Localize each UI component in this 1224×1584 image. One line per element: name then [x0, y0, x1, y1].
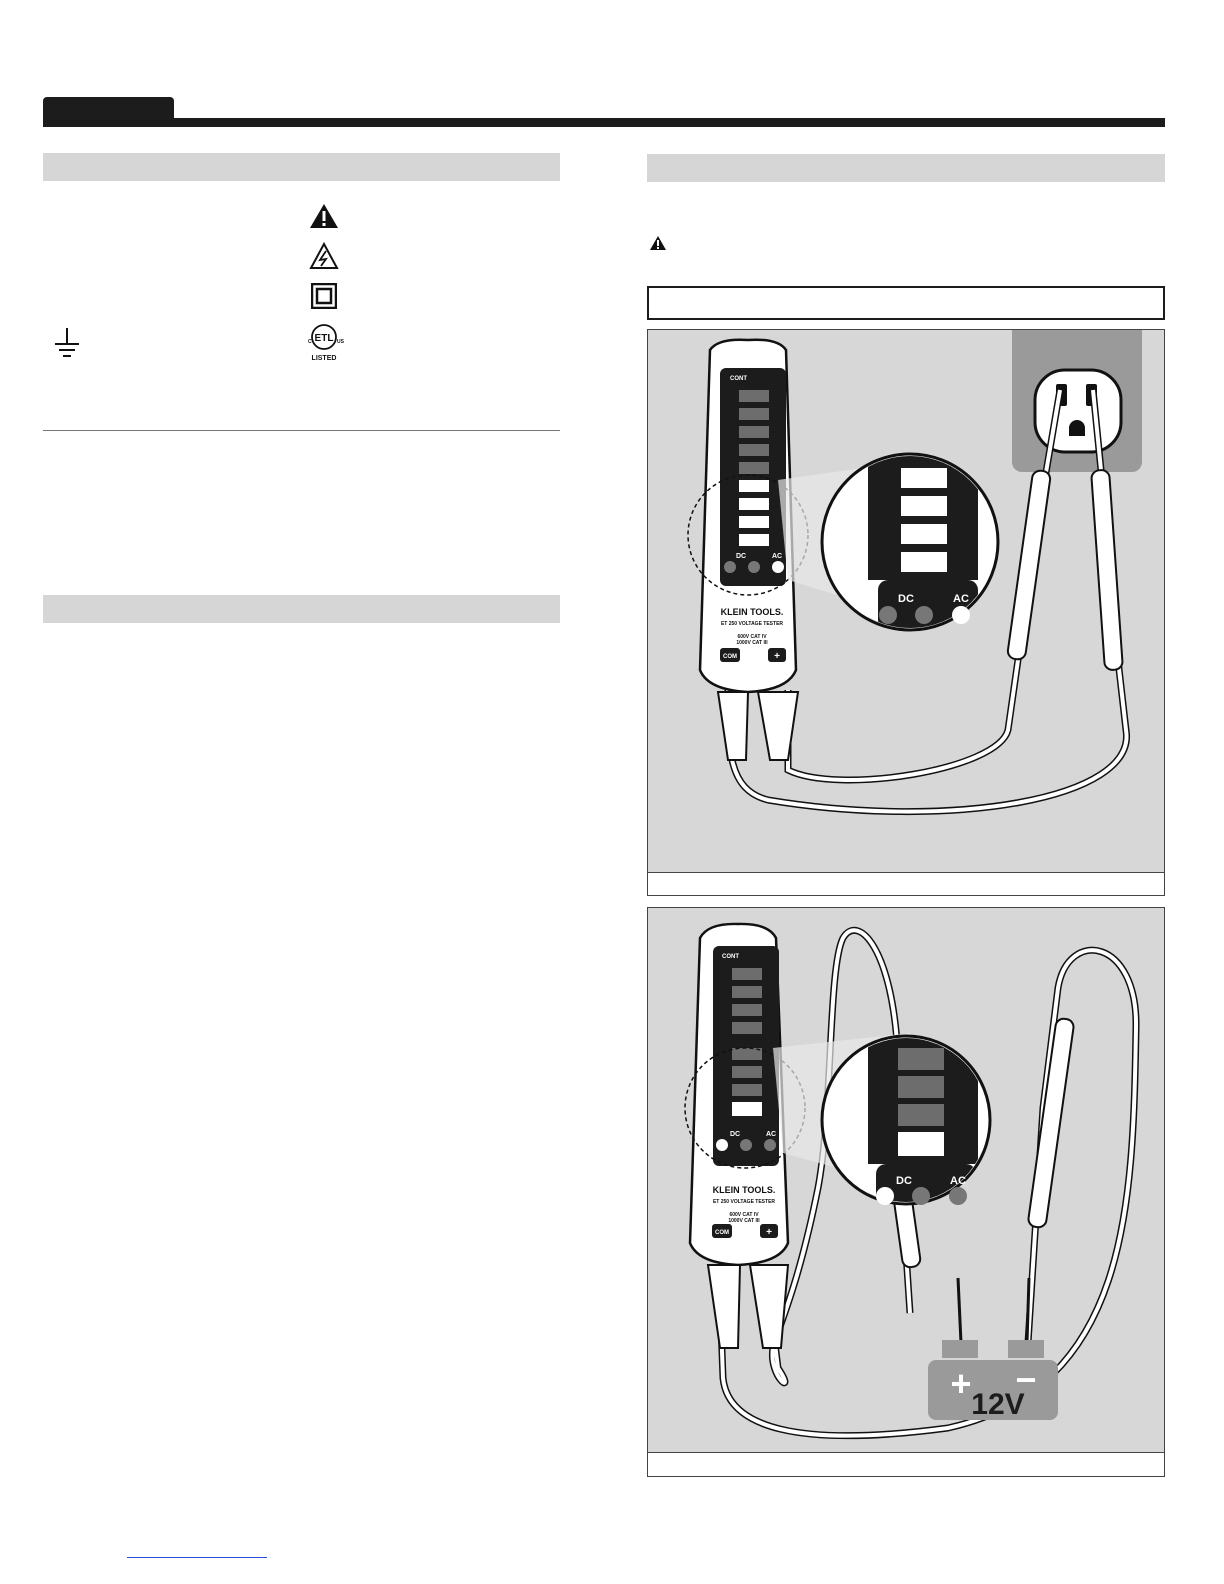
cont-label: CONT [722, 954, 739, 960]
brand-label: KLEIN TOOLS. [712, 1185, 776, 1195]
svg-text:C: C [308, 339, 312, 345]
figure-caption-strip [648, 872, 1164, 895]
plus-label: + [774, 651, 780, 662]
zoom-dc-label: DC [898, 593, 914, 605]
model-label: ET 250 VOLTAGE TESTER [712, 1199, 776, 1205]
svg-text:US: US [337, 339, 344, 345]
warning-triangle-icon [649, 235, 667, 251]
cont-label: CONT [730, 376, 747, 382]
header-rule [43, 118, 1165, 127]
ac-label: AC [772, 553, 783, 560]
etl-listed-mark [304, 324, 344, 364]
ac-test-illustration [648, 330, 1165, 896]
earth-ground-icon [53, 327, 81, 359]
section-bar-2 [43, 595, 560, 623]
etl-listed-icon [304, 324, 344, 352]
figure-ac-voltage-test [647, 329, 1165, 896]
etl-listed-label: LISTED [311, 355, 337, 362]
svg-text:ETL: ETL [314, 333, 334, 344]
outlet-face [1035, 370, 1121, 452]
operation-section-bar [647, 154, 1165, 182]
ac-label: AC [766, 1131, 777, 1138]
figure-caption-strip [648, 1452, 1164, 1476]
battery-plus-label: + [950, 1363, 972, 1404]
brand-label: KLEIN TOOLS. [720, 607, 784, 617]
dc-label: DC [730, 1131, 741, 1138]
com-label: COM [723, 654, 737, 660]
footer-link-underline[interactable] [127, 1557, 267, 1558]
zoom-ac-label: AC [953, 593, 969, 605]
rating-2-label: 1000V CAT III [736, 640, 768, 646]
section-divider [43, 430, 560, 431]
warning-triangle-icon [309, 203, 339, 229]
com-label: COM [715, 1230, 729, 1236]
rating-2-label: 1000V CAT III [728, 1218, 760, 1224]
model-label: ET 250 VOLTAGE TESTER [720, 621, 784, 627]
dc-label: DC [736, 553, 747, 560]
double-insulation-square-icon [311, 283, 337, 309]
electric-shock-triangle-icon [309, 242, 339, 270]
zoom-dc-label: DC [896, 1175, 912, 1187]
rating-1-label: 600V CAT IV [729, 1212, 759, 1218]
zoom-ac-label: AC [950, 1175, 966, 1187]
symbols-section-bar [43, 153, 560, 181]
battery-voltage-label: 12V [971, 1388, 1025, 1421]
rating-1-label: 600V CAT IV [737, 634, 767, 640]
dc-test-illustration [648, 908, 1165, 1477]
callout-box [647, 286, 1165, 320]
figure-dc-voltage-test [647, 907, 1165, 1477]
battery-minus-label: − [1015, 1359, 1037, 1400]
plus-label: + [766, 1227, 772, 1238]
